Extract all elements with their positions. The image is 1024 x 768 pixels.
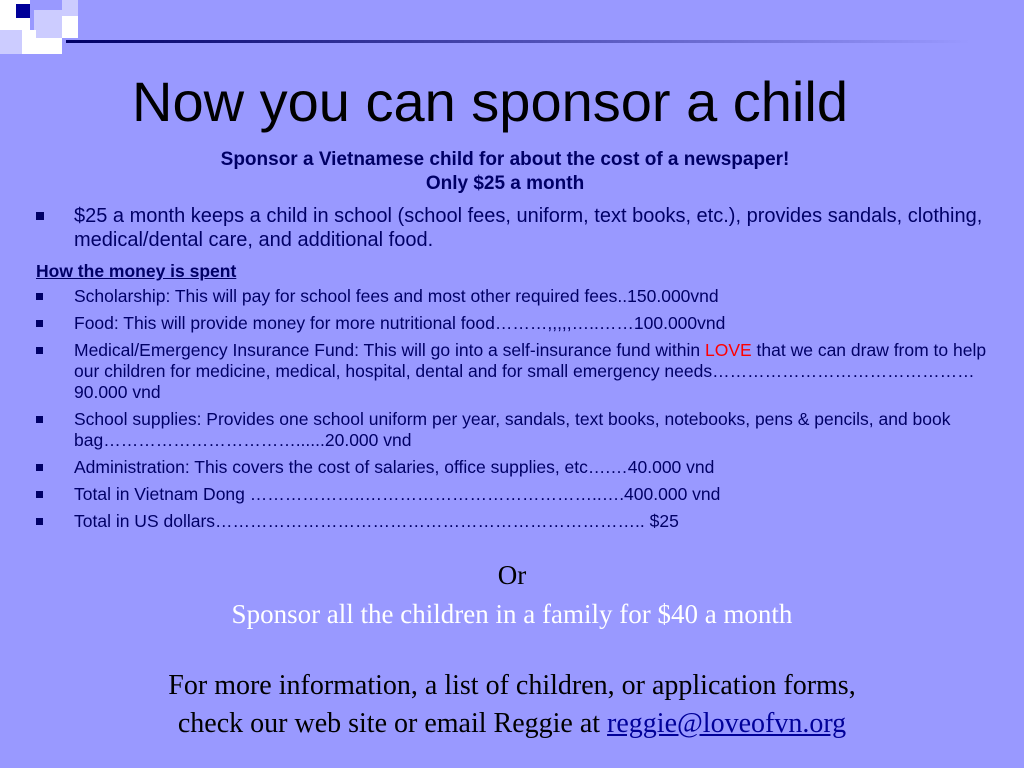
- square-bullet-icon: [36, 347, 43, 354]
- list-item-total-usd: Total in US dollars……………………………………………………………….. $25: [36, 511, 996, 532]
- square-bullet-icon: [36, 518, 43, 525]
- subheading-line-2: Only $25 a month: [425, 173, 585, 194]
- square-bullet-icon: [36, 491, 43, 498]
- love-highlight: LOVE: [704, 340, 752, 360]
- family-sponsor-text: Sponsor all the children in a family for $40 a month: [231, 599, 793, 629]
- list-item-total-vnd: Total in Vietnam Dong ………………..…………………………………..….400.000 vnd: [36, 484, 996, 505]
- square-bullet-icon: [36, 293, 43, 300]
- list-item-scholarship: Scholarship: This will pay for school fees and most other required fees..150.000vnd: [36, 286, 996, 307]
- page-title: Now you can sponsor a child: [132, 70, 848, 133]
- list-item-food: Food: This will provide money for more nutritional food………,,,,,…..……100.000vnd: [36, 313, 996, 334]
- contact-info: [0, 667, 1024, 743]
- list-item-medical: Medical/Emergency Insurance Fund: This will go into a self-insurance fund within LOVE that we can draw from to help our children for medicine, medical, hospital, dental and for small emergency needs………………………………………90.000 vnd: [36, 340, 996, 403]
- contact-line-1: For more information, a list of children, or application forms,: [168, 670, 856, 701]
- square-bullet-icon: [36, 464, 43, 471]
- list-item-administration: Administration: This covers the cost of salaries, office supplies, etc….…40.000 vnd: [36, 457, 996, 478]
- content-list: [36, 204, 996, 532]
- list-item-intro: $25 a month keeps a child in school (school fees, uniform, text books, etc.), provides sandals, clothing, medical/dental care, and additional food.: [36, 204, 996, 252]
- square-bullet-icon: [36, 416, 43, 423]
- section-heading: How the money is spent: [36, 261, 237, 281]
- square-bullet-icon: [36, 320, 43, 327]
- subheading-line-1: Sponsor a Vietnamese child for about the cost of a newspaper!: [220, 149, 790, 170]
- email-link[interactable]: reggie@loveofvn.org: [607, 708, 847, 739]
- contact-line-2: check our web site or email Reggie at reggie@loveofvn.org: [177, 708, 847, 739]
- or-text: Or: [497, 560, 527, 590]
- list-item-school-supplies: School supplies: Provides one school uniform per year, sandals, text books, notebooks, pens & pencils, and book bag……………………………......20.000 vnd: [36, 409, 996, 451]
- square-bullet-icon: [36, 212, 44, 220]
- subheading: [0, 148, 1010, 196]
